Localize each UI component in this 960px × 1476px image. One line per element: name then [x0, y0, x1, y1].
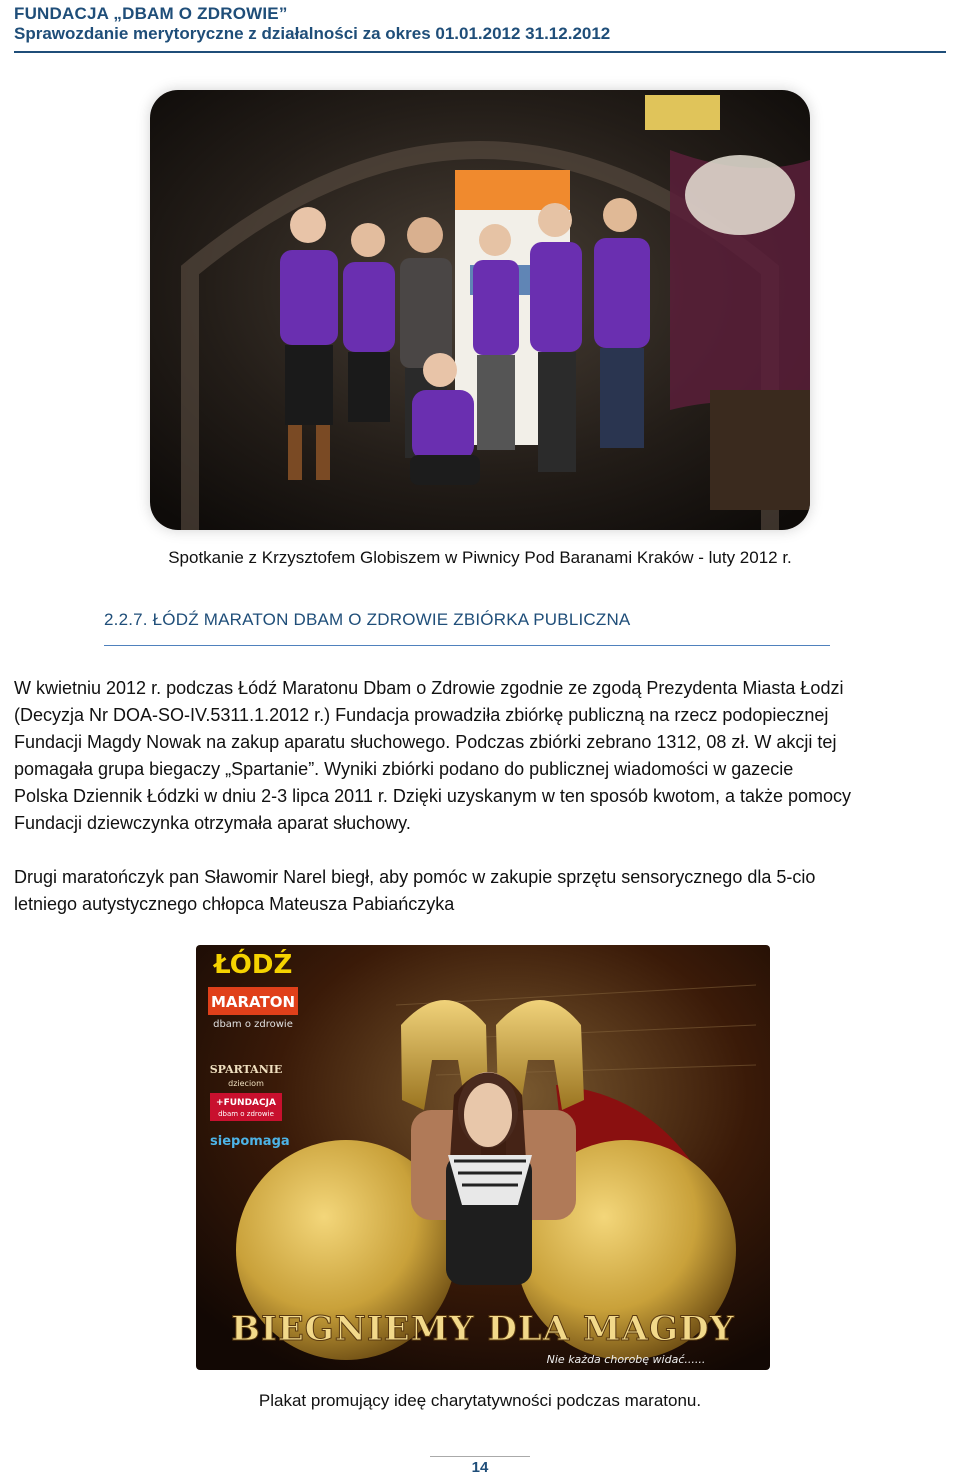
paragraph-1 — [14, 675, 944, 837]
marathon-poster — [196, 945, 770, 1370]
marathon-poster-illustration — [196, 945, 770, 1370]
paragraph-2 — [14, 864, 944, 918]
section-divider — [104, 645, 830, 646]
paragraph-1-line: W kwietniu 2012 r. podczas Łódź Maratonu Dbam o Zdrowie zgodnie ze zgodą Prezydenta Miasta Łodzi — [14, 678, 844, 698]
footer-divider — [430, 1456, 530, 1457]
logo-dzieciom: dzieciom — [228, 1079, 264, 1088]
paragraph-1-line: Polska Dziennik Łódzki w dniu 2-3 lipca 2011 r. Dzięki uzyskanym w ten sposób kwotom, a także pomocy — [14, 786, 852, 806]
group-photo — [150, 90, 810, 530]
logo-fundacja: +FUNDACJA — [216, 1098, 276, 1108]
paragraph-2-line: Drugi maratończyk pan Sławomir Narel biegł, aby pomóc w zakupie sprzętu sensorycznego dla 5-cio — [14, 867, 816, 887]
logo-dbam: dbam o zdrowie — [213, 1019, 293, 1030]
paragraph-1-line: Fundacji dziewczynka otrzymała aparat słuchowy. — [14, 813, 411, 833]
paragraph-1-line: Fundacji Magdy Nowak na zakup aparatu słuchowego. Podczas zbiórki zebrano 1312, 08 zł. W akcji tej — [14, 732, 837, 752]
poster-caption: Plakat promujący ideę charytatywności podczas maratonu. — [258, 1391, 702, 1410]
paragraph-1-line: (Decyzja Nr DOA-SO-IV.5311.1.2012 r.) Fundacja prowadziła zbiórkę publiczną na rzecz podopiecznej — [14, 705, 829, 725]
group-photo-illustration — [150, 90, 810, 530]
logo-fundacja-sub: dbam o zdrowie — [218, 1110, 274, 1118]
document-header-title: FUNDACJA „DBAM O ZDROWIE” — [14, 4, 288, 23]
poster-tagline: Nie każda chorobę widać...... — [546, 1353, 706, 1366]
poster-headline: BIEGNIEMY DLA MAGDY — [231, 1309, 735, 1349]
header-divider — [14, 51, 946, 53]
photo-caption: Spotkanie z Krzysztofem Globiszem w Piwnicy Pod Baranami Kraków - luty 2012 r. — [168, 548, 792, 567]
logo-maraton: MARATON — [210, 993, 296, 1011]
logo-lodz: ŁÓDŹ — [214, 950, 293, 980]
section-heading: 2.2.7. ŁÓDŹ MARATON DBAM O ZDROWIE ZBIÓRKA PUBLICZNA — [104, 610, 631, 629]
paragraph-2-line: letniego autystycznego chłopca Mateusza Pabiańczyka — [14, 894, 455, 914]
paragraph-1-line: pomagała grupa biegaczy „Spartanie”. Wyniki zbiórki podano do publicznej wiadomości w gazecie — [14, 759, 794, 779]
page-number: 14 — [471, 1459, 489, 1476]
logo-siepomaga: siepomaga — [210, 1134, 290, 1149]
logo-spartanie: SPARTANIE — [209, 1063, 283, 1076]
document-header-subtitle: Sprawozdanie merytoryczne z działalności za okres 01.01.2012 31.12.2012 — [14, 24, 611, 43]
